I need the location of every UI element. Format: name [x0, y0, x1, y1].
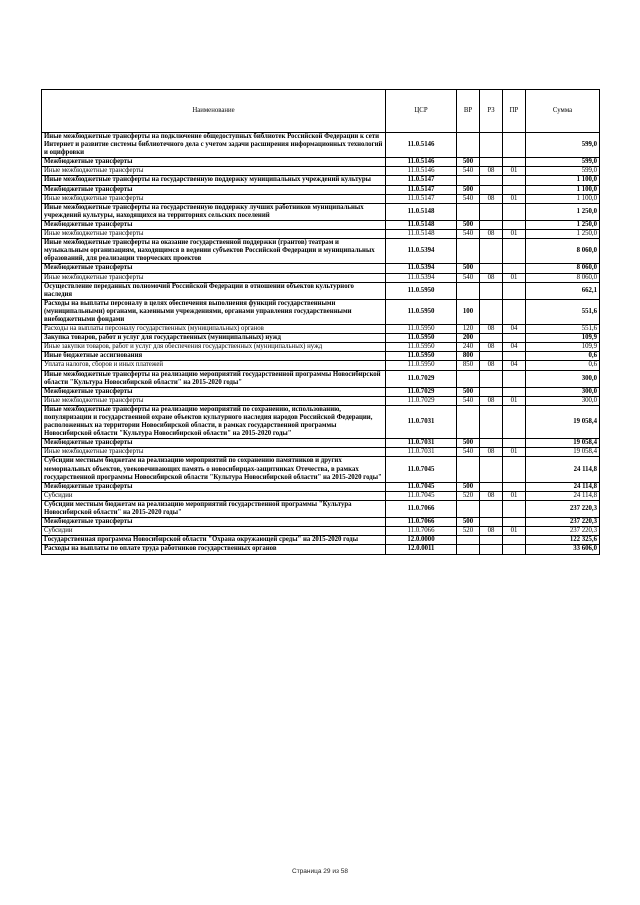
header-csr: ЦСР [386, 90, 457, 133]
row-pr-cell: 04 [503, 361, 526, 370]
row-pr-cell: 01 [503, 230, 526, 239]
row-name-cell: Иные межбюджетные трансферты [42, 448, 386, 457]
row-pr-cell [503, 220, 526, 229]
row-csr-cell: 11.0.5146 [386, 133, 457, 158]
row-pr-cell: 01 [503, 527, 526, 536]
row-csr-cell: 11.0.7029 [386, 396, 457, 405]
row-sum-cell: 300,0 [526, 370, 600, 387]
row-sum-cell: 19 058,4 [526, 405, 600, 438]
row-csr-cell: 11.0.7066 [386, 500, 457, 517]
header-name: Наименование [42, 90, 386, 133]
row-pr-cell [503, 370, 526, 387]
row-csr-cell: 12.0.0000 [386, 536, 457, 545]
row-vr-cell [457, 282, 480, 299]
row-csr-cell: 11.0.5394 [386, 264, 457, 273]
row-rz-cell: 08 [480, 361, 503, 370]
row-pr-cell [503, 239, 526, 264]
table-row [42, 448, 600, 457]
row-rz-cell [480, 500, 503, 517]
row-pr-cell [503, 299, 526, 324]
table-row [42, 491, 600, 500]
page-number: Страница 29 из 58 [292, 868, 348, 875]
row-pr-cell [503, 545, 526, 554]
row-pr-cell [503, 387, 526, 396]
row-sum-cell: 599,0 [526, 158, 600, 167]
row-vr-cell: 500 [457, 264, 480, 273]
row-rz-cell [480, 370, 503, 387]
header-rz: РЗ [480, 90, 503, 133]
row-rz-cell [480, 220, 503, 229]
row-rz-cell [480, 282, 503, 299]
row-name-cell: Иные закупки товаров, работ и услуг для обеспечения государственных (муниципальных) нужд [42, 343, 386, 352]
row-name-cell: Иные межбюджетные трансферты [42, 230, 386, 239]
row-csr-cell: 11.0.5146 [386, 158, 457, 167]
row-sum-cell: 0,6 [526, 361, 600, 370]
row-vr-cell: 540 [457, 448, 480, 457]
row-vr-cell: 540 [457, 194, 480, 203]
row-pr-cell [503, 334, 526, 343]
row-rz-cell: 08 [480, 194, 503, 203]
row-pr-cell: 01 [503, 448, 526, 457]
row-vr-cell: 500 [457, 185, 480, 194]
row-vr-cell: 540 [457, 167, 480, 176]
row-rz-cell [480, 387, 503, 396]
table-row [42, 439, 600, 448]
row-rz-cell [480, 176, 503, 185]
row-rz-cell [480, 405, 503, 438]
row-rz-cell [480, 352, 503, 361]
row-sum-cell: 0,6 [526, 352, 600, 361]
row-pr-cell [503, 439, 526, 448]
row-vr-cell: 200 [457, 334, 480, 343]
row-vr-cell: 850 [457, 361, 480, 370]
row-rz-cell [480, 239, 503, 264]
row-pr-cell [503, 352, 526, 361]
row-vr-cell [457, 239, 480, 264]
row-csr-cell: 11.0.7066 [386, 527, 457, 536]
row-name-cell: Государственная программа Новосибирской области "Охрана окружающей среды" на 2015-2020 годы [42, 536, 386, 545]
table-row [42, 334, 600, 343]
row-name-cell: Межбюджетные трансферты [42, 482, 386, 491]
row-csr-cell: 11.0.5147 [386, 176, 457, 185]
row-vr-cell [457, 500, 480, 517]
table-row [42, 325, 600, 334]
table-row [42, 361, 600, 370]
row-name-cell: Иные межбюджетные трансферты [42, 194, 386, 203]
row-rz-cell: 08 [480, 448, 503, 457]
table-row [42, 158, 600, 167]
row-csr-cell: 11.0.7031 [386, 448, 457, 457]
row-sum-cell: 551,6 [526, 325, 600, 334]
row-name-cell: Межбюджетные трансферты [42, 158, 386, 167]
row-name-cell: Субсидии местным бюджетам на реализацию мероприятий государственной программы "Культура Новосибирской области" на 2015-2020 годы" [42, 500, 386, 517]
table-row [42, 282, 600, 299]
table-row [42, 230, 600, 239]
row-pr-cell [503, 405, 526, 438]
row-csr-cell: 11.0.5146 [386, 167, 457, 176]
row-name-cell: Субсидии местным бюджетам на реализацию мероприятий по сохранению памятников и других мемориальных объектов, увековечивающих память о новосибирцах-защитниках Отечества, в рамках государственной программы Новосибирской области "Культура Новосибирской области" на 2015-2020 годы" [42, 457, 386, 482]
table-row [42, 185, 600, 194]
row-sum-cell: 8 060,0 [526, 273, 600, 282]
row-name-cell: Иные межбюджетные трансферты на государственную поддержку лучших работников муниципальных учреждений культуры, находящихся на территориях сельских поселений [42, 203, 386, 220]
row-sum-cell: 8 060,0 [526, 239, 600, 264]
table-row [42, 518, 600, 527]
row-name-cell: Межбюджетные трансферты [42, 220, 386, 229]
row-csr-cell: 11.0.7029 [386, 370, 457, 387]
row-name-cell: Межбюджетные трансферты [42, 185, 386, 194]
row-csr-cell: 11.0.5148 [386, 220, 457, 229]
row-rz-cell: 08 [480, 491, 503, 500]
row-csr-cell: 11.0.7045 [386, 457, 457, 482]
row-name-cell: Закупка товаров, работ и услуг для государственных (муниципальных) нужд [42, 334, 386, 343]
row-name-cell: Субсидии [42, 491, 386, 500]
row-name-cell: Иные межбюджетные трансферты на государственную поддержку муниципальных учреждений культуры [42, 176, 386, 185]
row-csr-cell: 11.0.5950 [386, 299, 457, 324]
row-sum-cell: 300,0 [526, 387, 600, 396]
row-sum-cell: 19 058,4 [526, 439, 600, 448]
row-pr-cell [503, 176, 526, 185]
row-pr-cell [503, 500, 526, 517]
row-name-cell: Иные межбюджетные трансферты [42, 273, 386, 282]
row-csr-cell: 11.0.5147 [386, 194, 457, 203]
table-row [42, 536, 600, 545]
row-vr-cell: 240 [457, 343, 480, 352]
table-row [42, 176, 600, 185]
row-name-cell: Расходы на выплаты персоналу государственных (муниципальных) органов [42, 325, 386, 334]
row-csr-cell: 11.0.5950 [386, 334, 457, 343]
row-rz-cell [480, 482, 503, 491]
row-vr-cell: 540 [457, 396, 480, 405]
row-name-cell: Иные межбюджетные трансферты на реализацию мероприятий государственной программы Новосибирской области "Культура Новосибирской области" на 2015-2020 годы" [42, 370, 386, 387]
row-sum-cell: 662,1 [526, 282, 600, 299]
budget-table [41, 89, 600, 555]
row-pr-cell: 01 [503, 167, 526, 176]
row-csr-cell: 11.0.5950 [386, 325, 457, 334]
row-name-cell: Межбюджетные трансферты [42, 387, 386, 396]
row-rz-cell [480, 203, 503, 220]
row-pr-cell [503, 133, 526, 158]
row-csr-cell: 11.0.5394 [386, 273, 457, 282]
table-row [42, 239, 600, 264]
row-pr-cell [503, 185, 526, 194]
row-csr-cell: 11.0.7031 [386, 439, 457, 448]
row-sum-cell: 551,6 [526, 299, 600, 324]
row-rz-cell: 08 [480, 396, 503, 405]
row-pr-cell: 01 [503, 194, 526, 203]
row-csr-cell: 11.0.7029 [386, 387, 457, 396]
table-row [42, 500, 600, 517]
header-pr: ПР [503, 90, 526, 133]
row-rz-cell [480, 518, 503, 527]
row-sum-cell: 122 325,6 [526, 536, 600, 545]
row-vr-cell [457, 536, 480, 545]
table-row [42, 387, 600, 396]
row-rz-cell: 08 [480, 167, 503, 176]
row-name-cell: Иные межбюджетные трансферты [42, 167, 386, 176]
row-name-cell: Расходы на выплаты по оплате труда работников государственных органов [42, 545, 386, 554]
row-pr-cell: 04 [503, 325, 526, 334]
row-csr-cell: 11.0.5950 [386, 282, 457, 299]
row-vr-cell [457, 176, 480, 185]
table-row [42, 299, 600, 324]
table-row [42, 203, 600, 220]
row-rz-cell [480, 299, 503, 324]
row-name-cell: Межбюджетные трансферты [42, 518, 386, 527]
row-name-cell: Уплата налогов, сборов и иных платежей [42, 361, 386, 370]
row-pr-cell [503, 282, 526, 299]
row-csr-cell: 11.0.5147 [386, 185, 457, 194]
row-sum-cell: 237 220,3 [526, 527, 600, 536]
row-sum-cell: 1 250,0 [526, 230, 600, 239]
table-row [42, 133, 600, 158]
row-vr-cell: 520 [457, 527, 480, 536]
row-pr-cell: 01 [503, 491, 526, 500]
row-name-cell: Иные межбюджетные трансферты на реализацию мероприятий по сохранению, использованию, популяризации и государственной охране объектов культурного наследия народов Российской Федерации, расположенных на территории Новосибирской области, в рамках государственной программы Новосибирской области "Культура Новосибирской области" на 2015-2020 годы" [42, 405, 386, 438]
row-rz-cell [480, 457, 503, 482]
row-sum-cell: 599,0 [526, 167, 600, 176]
row-vr-cell: 500 [457, 220, 480, 229]
row-pr-cell [503, 264, 526, 273]
row-sum-cell: 1 100,0 [526, 176, 600, 185]
row-vr-cell: 500 [457, 439, 480, 448]
table-row [42, 457, 600, 482]
row-vr-cell: 500 [457, 518, 480, 527]
row-rz-cell: 08 [480, 273, 503, 282]
row-vr-cell: 100 [457, 299, 480, 324]
row-vr-cell [457, 133, 480, 158]
row-rz-cell [480, 264, 503, 273]
row-sum-cell: 1 100,0 [526, 185, 600, 194]
row-vr-cell: 500 [457, 387, 480, 396]
row-rz-cell: 08 [480, 527, 503, 536]
row-pr-cell [503, 482, 526, 491]
row-csr-cell: 11.0.5950 [386, 352, 457, 361]
row-sum-cell: 237 220,3 [526, 518, 600, 527]
row-vr-cell [457, 405, 480, 438]
row-rz-cell [480, 334, 503, 343]
row-rz-cell: 08 [480, 325, 503, 334]
row-name-cell: Межбюджетные трансферты [42, 439, 386, 448]
row-vr-cell: 520 [457, 491, 480, 500]
table-row [42, 343, 600, 352]
row-rz-cell [480, 439, 503, 448]
table-row [42, 167, 600, 176]
table-row [42, 527, 600, 536]
row-vr-cell [457, 370, 480, 387]
row-rz-cell [480, 545, 503, 554]
row-pr-cell [503, 203, 526, 220]
table-row [42, 194, 600, 203]
row-csr-cell: 12.0.0011 [386, 545, 457, 554]
row-sum-cell: 1 250,0 [526, 203, 600, 220]
row-csr-cell: 11.0.5148 [386, 230, 457, 239]
row-vr-cell: 800 [457, 352, 480, 361]
row-sum-cell: 19 058,4 [526, 448, 600, 457]
row-vr-cell [457, 545, 480, 554]
row-csr-cell: 11.0.5148 [386, 203, 457, 220]
row-csr-cell: 11.0.5394 [386, 239, 457, 264]
row-sum-cell: 237 220,3 [526, 500, 600, 517]
row-sum-cell: 1 250,0 [526, 220, 600, 229]
table-header-row [42, 90, 600, 133]
row-csr-cell: 11.0.7045 [386, 482, 457, 491]
header-sum: Сумма [526, 90, 600, 133]
row-sum-cell: 33 606,0 [526, 545, 600, 554]
row-name-cell: Расходы на выплаты персоналу в целях обеспечения выполнения функций государственными (муниципальными) органами, казенными учреждениями, органами управления государственными внебюджетными фондами [42, 299, 386, 324]
row-name-cell: Иные межбюджетные трансферты [42, 396, 386, 405]
row-pr-cell: 01 [503, 396, 526, 405]
row-rz-cell [480, 158, 503, 167]
row-sum-cell: 8 060,0 [526, 264, 600, 273]
row-csr-cell: 11.0.7066 [386, 518, 457, 527]
row-vr-cell: 120 [457, 325, 480, 334]
row-name-cell: Межбюджетные трансферты [42, 264, 386, 273]
row-pr-cell [503, 536, 526, 545]
row-sum-cell: 109,9 [526, 334, 600, 343]
row-csr-cell: 11.0.7031 [386, 405, 457, 438]
row-pr-cell [503, 457, 526, 482]
row-rz-cell: 08 [480, 343, 503, 352]
row-rz-cell: 08 [480, 230, 503, 239]
row-sum-cell: 1 100,0 [526, 194, 600, 203]
row-sum-cell: 109,9 [526, 343, 600, 352]
row-vr-cell [457, 203, 480, 220]
row-vr-cell: 500 [457, 482, 480, 491]
row-pr-cell: 04 [503, 343, 526, 352]
row-csr-cell: 11.0.5950 [386, 361, 457, 370]
row-sum-cell: 24 114,8 [526, 482, 600, 491]
table-row [42, 352, 600, 361]
row-name-cell: Иные межбюджетные трансферты на оказание государственной поддержки (грантов) театрам и музыкальным организациям, находящимся в ведении субъектов Российской Федерации и муниципальных образований, для реализации творческих проектов [42, 239, 386, 264]
table-row [42, 545, 600, 554]
row-vr-cell: 500 [457, 158, 480, 167]
row-vr-cell [457, 457, 480, 482]
table-row [42, 264, 600, 273]
row-rz-cell [480, 536, 503, 545]
row-sum-cell: 24 114,8 [526, 457, 600, 482]
row-sum-cell: 300,0 [526, 396, 600, 405]
table-row [42, 396, 600, 405]
row-name-cell: Субсидии [42, 527, 386, 536]
row-name-cell: Иные бюджетные ассигнования [42, 352, 386, 361]
row-name-cell: Осуществление переданных полномочий Российской Федерации в отношении объектов культурного наследия [42, 282, 386, 299]
table-row [42, 273, 600, 282]
table-row [42, 370, 600, 387]
row-pr-cell [503, 518, 526, 527]
table-body [42, 133, 600, 555]
row-name-cell: Иные межбюджетные трансферты на подключение общедоступных библиотек Российской Федерации к сети Интернет и развитие системы библиотечного дела с учетом задачи расширения информационных технологий и оцифровки [42, 133, 386, 158]
row-sum-cell: 24 114,8 [526, 491, 600, 500]
row-pr-cell [503, 158, 526, 167]
table-row [42, 220, 600, 229]
header-vr: ВР [457, 90, 480, 133]
row-sum-cell: 599,0 [526, 133, 600, 158]
row-vr-cell: 540 [457, 230, 480, 239]
row-rz-cell [480, 185, 503, 194]
row-vr-cell: 540 [457, 273, 480, 282]
row-csr-cell: 11.0.5950 [386, 343, 457, 352]
row-rz-cell [480, 133, 503, 158]
row-pr-cell: 01 [503, 273, 526, 282]
table-row [42, 405, 600, 438]
table-row [42, 482, 600, 491]
row-csr-cell: 11.0.7045 [386, 491, 457, 500]
